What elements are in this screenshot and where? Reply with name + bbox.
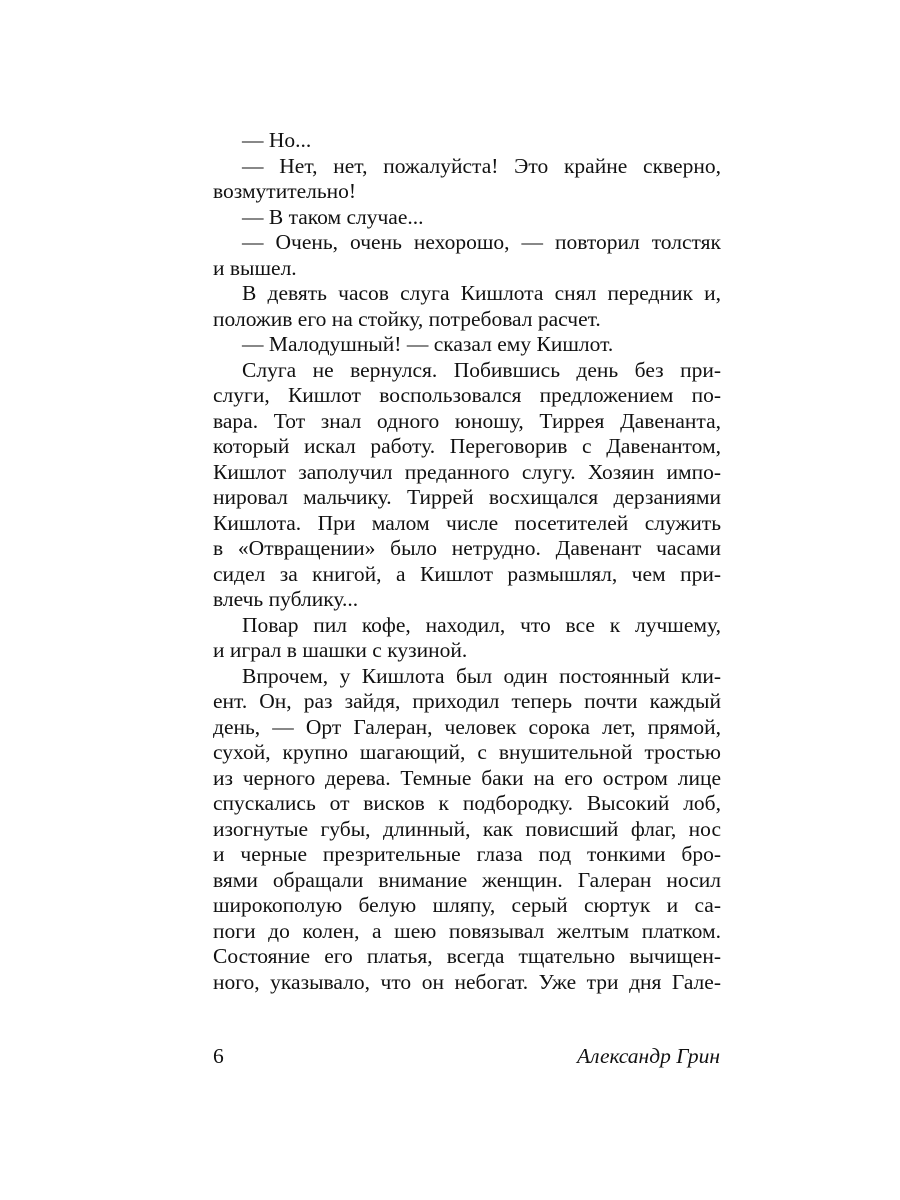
text-line: В девять часов слуга Кишлота снял передник и,	[242, 281, 721, 305]
text-line: — Малодушный! — сказал ему Кишлот.	[242, 332, 614, 356]
text-line: слуги, Кишлот воспользовался предложением по-	[213, 383, 721, 407]
text-line: Состояние его платья, всегда тщательно вычищен-	[213, 944, 721, 968]
body-text	[213, 128, 721, 995]
text-line: сидел за книгой, а Кишлот размышлял, чем при-	[213, 561, 721, 586]
text-line: день, — Орт Галеран, человек сорока лет, прямой,	[213, 714, 721, 739]
text-line: — Но...	[242, 128, 312, 152]
text-line: ного, указывало, что он небогат. Уже три дня Гале-	[213, 969, 721, 994]
text-line: спускались от висков к подбородку. Высокий лоб,	[213, 791, 721, 815]
text-line: Слуга не вернулся. Побившись день без при-	[242, 357, 721, 382]
text-line: изогнутые губы, длинный, как повисший флаг, нос	[213, 816, 721, 841]
text-line: из черного дерева. Темные баки на его остром лице	[213, 765, 721, 790]
text-line: ент. Он, раз зайдя, приходил теперь почти каждый	[213, 689, 721, 713]
text-line: положив его на стойку, потребовал расчет.	[213, 306, 601, 331]
text-line: вями обращали внимание женщин. Галеран носил	[213, 867, 721, 892]
text-line: — В таком случае...	[242, 204, 424, 229]
page-number: 6	[213, 1044, 224, 1068]
text-line: в «Отвращении» было нетрудно. Давенант часами	[213, 536, 721, 560]
text-line: вара. Тот знал одного юношу, Тиррея Давенанта,	[213, 408, 721, 433]
text-line: поги до колен, а шею повязывал желтым платком.	[213, 918, 721, 943]
text-line: и черные презрительные глаза под тонкими бро-	[213, 842, 721, 866]
text-line: сухой, крупно шагающий, с внушительной тростью	[213, 740, 721, 764]
text-line: нировал мальчику. Тиррей восхищался дерзаниями	[213, 485, 721, 509]
text-line: широкополую белую шляпу, серый сюртук и са-	[213, 893, 721, 917]
text-line: и вышел.	[213, 255, 297, 280]
text-line: Кишлот заполучил преданного слугу. Хозяин импо-	[213, 459, 721, 484]
text-line: — Очень, очень нехорошо, — повторил толстяк	[242, 230, 721, 254]
text-line: Впрочем, у Кишлота был один постоянный кли-	[242, 663, 721, 688]
text-line: — Нет, нет, пожалуйста! Это крайне скверно,	[242, 153, 721, 178]
text-line: Кишлота. При малом числе посетителей служить	[213, 510, 721, 535]
text-line: Повар пил кофе, находил, что все к лучшему,	[242, 612, 721, 637]
text-line: и играл в шашки с кузиной.	[213, 638, 468, 662]
running-title: Александр Грин	[576, 1044, 720, 1068]
text-line: возмутительно!	[213, 179, 357, 203]
text-line: влечь публику...	[213, 587, 359, 611]
text-line: который искал работу. Переговорив с Давенантом,	[213, 434, 721, 458]
